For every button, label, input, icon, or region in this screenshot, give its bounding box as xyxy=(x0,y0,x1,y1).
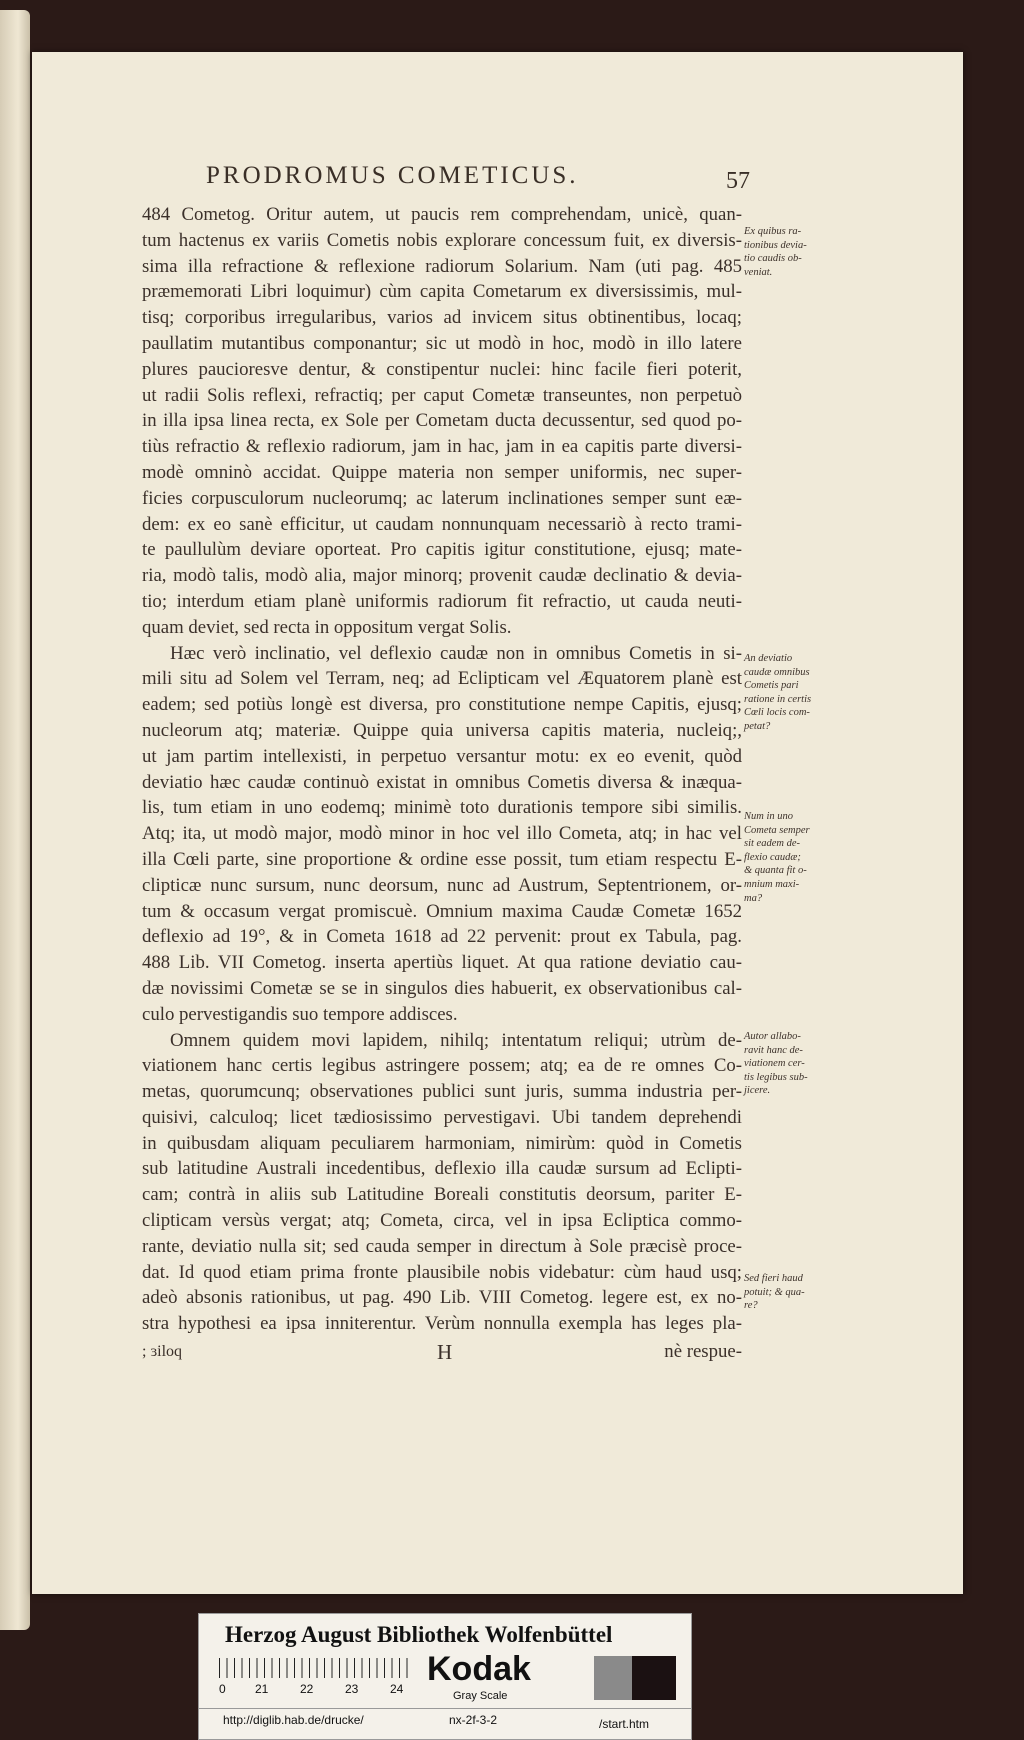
marginal-note-4: Autor allabo- ravit hanc de- viationem cer- tis legibus sub- jicere. xyxy=(744,1031,808,1097)
main-text xyxy=(142,202,742,1367)
text-line: deflexio ad 19°, & in Cometa 1618 ad 22 pervenit: prout ex Tabula, pag. xyxy=(142,926,742,948)
text-line: modè omninò accidat. Quippe materia non semper uniformis, nec super- xyxy=(142,461,742,483)
text-line: tisq; corporibus irregularibus, varios ad invicem situs obtinentibus, locaq; xyxy=(142,307,742,329)
ruler-number: 22 xyxy=(300,1682,314,1696)
text-line: præmemorati Libri loquimur) cùm capita Cometarum ex diversissimis, mul- xyxy=(142,281,742,303)
ruler-number: 23 xyxy=(345,1682,359,1696)
marginal-note-2: An deviatio caudæ omnibus Cometis pari ratione in certis Cœli locis com- petat? xyxy=(744,653,812,732)
text-line: sub latitudine Australi incedentibus, deflexio illa caudæ sursum ad Eclipti- xyxy=(142,1158,742,1180)
text-line: culo pervestigandis suo tempore addisces. xyxy=(142,1003,458,1025)
kodak-logo: Kodak xyxy=(427,1650,531,1688)
text-line: tum hactenus ex variis Cometis nobis explorare concessum fuit, ex diversis- xyxy=(142,229,742,251)
text-line: metas, quorumcunq; observationes publici sunt juris, summa industria per- xyxy=(142,1081,742,1103)
facing-page-edge xyxy=(0,10,30,1630)
ruler-number: 0 xyxy=(219,1682,226,1696)
text-line: Omnem quidem movi lapidem, nihilq; intentatum reliqui; utrùm de- xyxy=(170,1029,742,1051)
running-head: PRODROMUS COMETICUS. xyxy=(206,162,579,189)
text-line: deviatio hæc caudæ continuò existat in omnibus Cometis diversa & inæqua- xyxy=(142,771,742,793)
marginal-note-5: Sed fieri haud potuit; & qua- re? xyxy=(744,1273,805,1312)
page-header xyxy=(32,162,963,202)
gray-scale-label: Gray Scale xyxy=(453,1690,508,1702)
text-line: ria, modò talis, modò alia, major minorq; provenit caudæ declinatio & devia- xyxy=(142,565,742,587)
text-line: clipticæ nunc sursum, nunc deorsum, nunc ad Austrum, Septentrionem, or- xyxy=(142,874,742,896)
text-line: quisivi, calculoq; licet tædiosissimo pervestigavi. Ubi tandem deprehendi xyxy=(142,1106,742,1128)
text-line: adeò absonis rationibus, ut pag. 490 Lib. VIII Cometog. legere est, ex no- xyxy=(142,1287,742,1309)
text-line: tio; interdum etiam planè uniformis radiorum fit refractio, ut cauda neuti- xyxy=(142,590,742,612)
text-line: Hæc verò inclinatio, vel deflexio caudæ non in omnibus Cometis in si- xyxy=(170,642,742,664)
text-line: ut radii Solis reflexi, refractiq; per caput Cometæ transeuntes, non perpetuò xyxy=(142,384,742,406)
text-line: lis, tum etiam in uno eodemq; minimè toto durationis tempore sibi similis. xyxy=(142,797,742,819)
text-line: mili situ ad Solem vel Terram, neq; ad Eclipticam vel Æquatorem planè est xyxy=(142,668,742,690)
text-line: sima illa refractione & reflexione radiorum Solarium. Nam (uti pag. 485 xyxy=(142,255,742,277)
text-line: Atq; ita, ut modò major, modò minor in hoc vel illo Cometa, atq; in hac vel xyxy=(142,823,742,845)
signature-line xyxy=(142,1337,742,1367)
text-line: quam deviet, sed recta in oppositum vergat Solis. xyxy=(142,616,512,638)
text-line: 484 Cometog. Oritur autem, ut paucis rem comprehendam, unicè, quan- xyxy=(142,204,742,225)
text-line: dem: ex eo sanè efficitur, ut caudam nonnunquam necessariò à recto trami- xyxy=(142,513,742,535)
text-line: illa Cœli parte, sine proportione & ordine esse possit, tum etiam respectu E- xyxy=(142,848,742,870)
text-line: ficies corpusculorum nucleorumq; ac laterum inclinationes semper sunt eæ- xyxy=(142,487,742,509)
library-name: Herzog August Bibliothek Wolfenbüttel xyxy=(225,1622,613,1647)
catchword: nè respue- xyxy=(664,1341,742,1363)
source-url: http://diglib.hab.de/drucke/ xyxy=(223,1713,364,1727)
text-line: plures paucioresve dentur, & constipentur nuclei: hinc facile fieri poterit, xyxy=(142,358,742,380)
ruler-number: 21 xyxy=(255,1682,269,1696)
text-line: cam; contrà in aliis sub Latitudine Boreali constitutis deorsum, pariter E- xyxy=(142,1184,742,1206)
shelfmark-id: nx-2f-3-2 xyxy=(449,1713,498,1727)
start-path: /start.htm xyxy=(599,1717,650,1731)
text-line: in quibusdam aliquam peculiarem harmoniam, nimirùm: quòd in Cometis xyxy=(142,1132,742,1154)
text-line: in illa ipsa linea recta, ex Sole per Cometam ducta decussentur, sed quod po- xyxy=(142,410,742,432)
gray-swatch xyxy=(594,1656,632,1700)
book-page xyxy=(32,52,963,1594)
text-line: eadem; sed potiùs longè est diversa, pro constitutione nempe Capitis, ejusq; xyxy=(142,694,742,716)
text-line: paullatim mutantibus componantur; sic ut modò in hoc, modò in illo latere xyxy=(142,332,742,354)
signature-mark: H xyxy=(437,1340,453,1365)
show-through-text: ; ɜiloq xyxy=(142,1343,183,1361)
marginal-note-3: Num in uno Cometa semper sit eadem de- flexio caudæ; & quanta fit o- mnium maxi- ma? xyxy=(744,811,810,904)
text-line: clipticam versùs vergat; atq; Cometa, circa, vel in ipsa Ecliptica commo- xyxy=(142,1210,742,1232)
text-line: tum & occasum vergat promiscuè. Omnium maxima Caudæ Cometæ 1652 xyxy=(142,900,742,922)
text-line: rante, deviatio nulla sit; sed cauda semper in directum à Sole præcisè proce- xyxy=(142,1235,742,1257)
text-line: ut jam partim intellexisti, in perpetuo versantur motu: ex eo evenit, quòd xyxy=(142,745,742,767)
text-line: stra hypothesi ea ipsa inniterentur. Verùm nonnulla exempla has leges pla- xyxy=(142,1313,742,1335)
page-number: 57 xyxy=(726,168,750,194)
text-line: nucleorum atq; materiæ. Quippe quia universa capitis materia, nucleiq;, xyxy=(142,719,742,741)
text-line: 488 Lib. VII Cometog. inserta apertiùs liquet. At qua ratione deviatio cau- xyxy=(142,952,742,974)
text-line: te paullulùm deviare oporteat. Pro capitis igitur constitutione, ejusq; mate- xyxy=(142,539,742,561)
text-line: tiùs refractio & reflexio radiorum, jam in hac, jam in ea capitis parte diversi- xyxy=(142,436,742,458)
black-swatch xyxy=(632,1656,676,1700)
text-line: viationem hanc certis legibus astringere possem; atq; ea de re omnes Co- xyxy=(142,1055,742,1077)
divider xyxy=(199,1708,691,1709)
ruler-number: 24 xyxy=(390,1682,404,1696)
marginal-note-1: Ex quibus ra- tionibus devia- tio caudis ob- veniat. xyxy=(744,226,807,278)
color-target-card xyxy=(198,1613,692,1740)
text-line: dat. Id quod etiam prima fronte plausibile nobis videbatur: cùm haud usq; xyxy=(142,1261,742,1283)
text-line: dæ novissimi Cometæ se se in singulos dies habuerit, ex observationibus cal- xyxy=(142,977,742,999)
measurement-ruler xyxy=(219,1658,409,1678)
